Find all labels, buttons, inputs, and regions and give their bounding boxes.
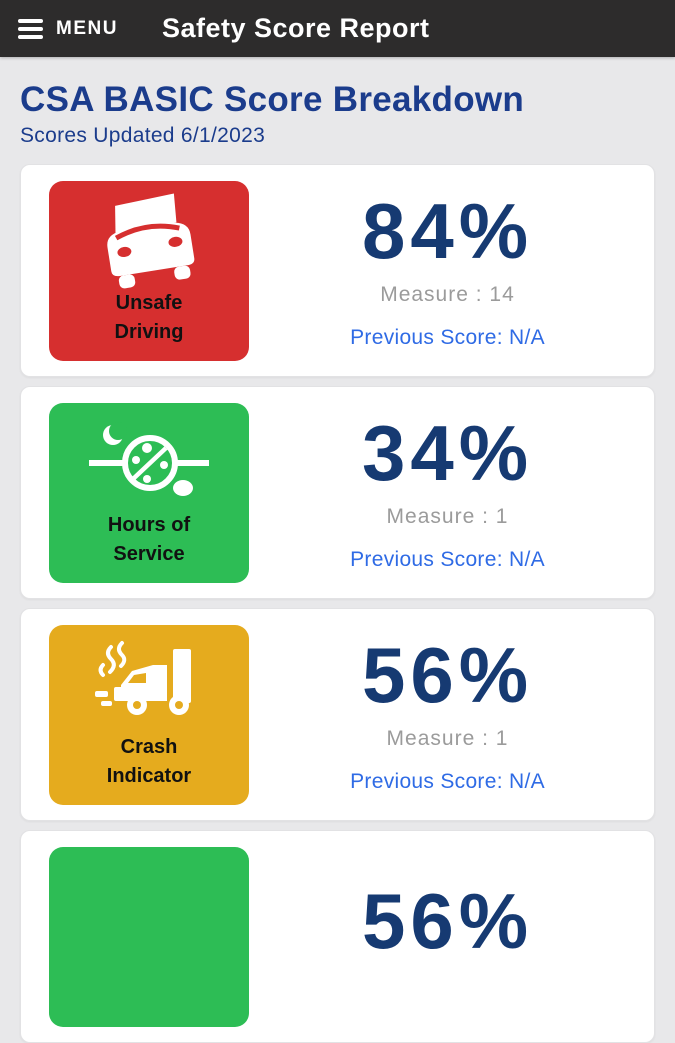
crash-indicator-truck-icon — [49, 625, 249, 733]
category-label: Crash Indicator — [106, 736, 192, 787]
unsafe-driving-car-icon — [49, 181, 249, 289]
category-label — [49, 1012, 249, 1027]
content-area — [0, 57, 675, 965]
score-column — [249, 165, 654, 376]
score-card-hours-of-service — [20, 386, 655, 599]
score-card-partial — [20, 830, 655, 1043]
score-percent: 56% — [361, 630, 534, 719]
category-tile — [49, 847, 249, 1027]
category-tile — [49, 625, 249, 805]
score-percent: 34% — [361, 408, 534, 497]
category-icon — [49, 847, 249, 1012]
measure-value: Measure : 1 — [386, 504, 509, 528]
score-percent: 84% — [361, 186, 534, 275]
score-card-unsafe-driving — [20, 164, 655, 377]
previous-score-link[interactable]: Previous Score: N/A — [350, 325, 545, 349]
category-label: Unsafe Driving — [114, 292, 184, 343]
measure-value: Measure : 1 — [386, 726, 509, 750]
category-tile — [49, 403, 249, 583]
previous-score-link[interactable]: Previous Score: N/A — [350, 769, 545, 793]
score-column — [249, 609, 654, 820]
score-percent: 56% — [361, 876, 534, 965]
score-column — [249, 831, 654, 1042]
menu-label: MENU — [56, 17, 118, 39]
hamburger-icon — [18, 19, 43, 39]
score-card-list — [20, 164, 655, 1043]
previous-score-link[interactable]: Previous Score: N/A — [350, 547, 545, 571]
scores-updated-date: Scores Updated 6/1/2023 — [20, 124, 266, 147]
menu-button[interactable] — [18, 18, 118, 40]
app-bar — [0, 0, 675, 57]
measure-value: Measure : 14 — [380, 282, 515, 306]
app-title: Safety Score Report — [161, 13, 430, 43]
category-tile — [49, 181, 249, 361]
page-title: CSA BASIC Score Breakdown — [20, 80, 525, 119]
score-column — [249, 387, 654, 598]
score-card-crash-indicator — [20, 608, 655, 821]
hours-of-service-clock-icon — [49, 403, 249, 511]
category-label: Hours of Service — [107, 514, 191, 565]
